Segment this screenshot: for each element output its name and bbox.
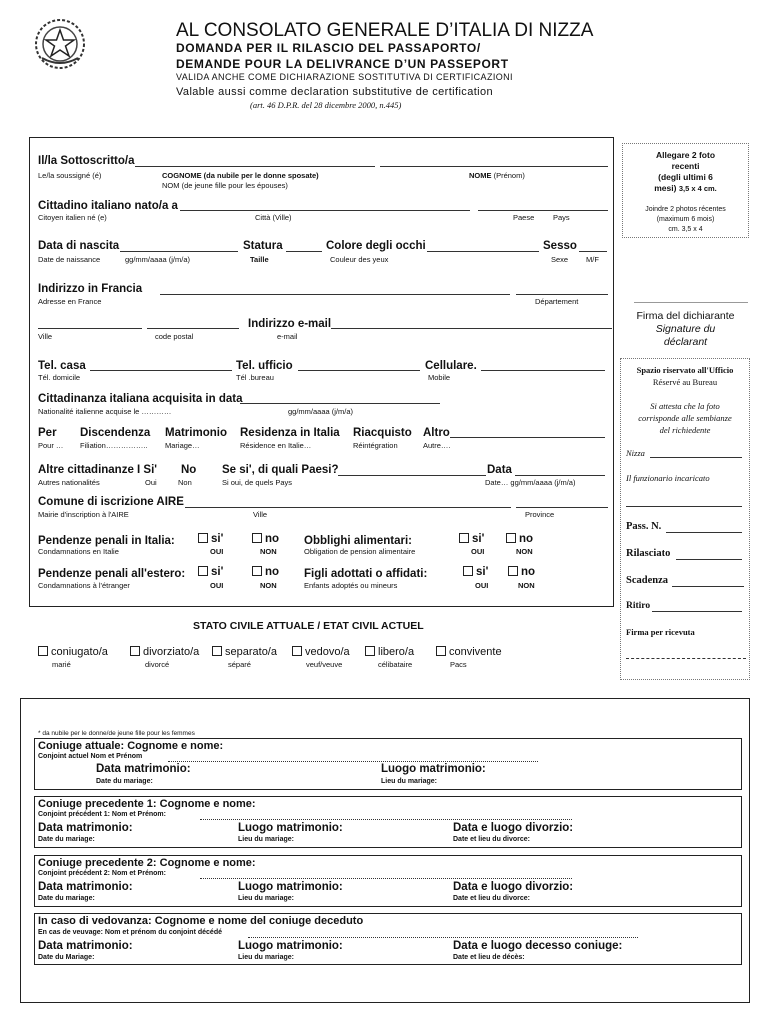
stato-label: divorziato/a [143,646,200,658]
option-altre-no[interactable]: No [181,464,197,476]
option-matrimonio[interactable]: Matrimonio [165,427,227,439]
label-oui: OUI [475,581,489,590]
label-oui: OUI [471,547,485,556]
stato-label: separato/a [225,646,277,658]
field-quali-paesi[interactable] [338,475,486,476]
checkbox-label: si' [472,533,485,545]
label-data-matrimonio: Data matrimonio: [38,881,133,893]
checkbox-label: no [521,566,536,578]
allegare-line: (degli ultimi 6 [658,172,713,182]
allegare-size: 3,5 x 4 cm. [678,184,717,193]
stato-option-convivente[interactable] [436,646,502,658]
field-rilasciato[interactable] [676,559,742,560]
label-lieu-mariage: Lieu du mariage: [238,954,295,961]
label-tel-bureau: Tél .bureau [236,373,274,382]
label-data-matrimonio: Data matrimonio: [38,822,133,834]
label-code-postal: code postal [155,332,194,341]
label-date-mariage: Date du mariage: [38,836,95,843]
label-lieu-mariage: Lieu du mariage: [381,778,438,785]
label-reintegration: Réintégration [353,441,398,450]
label-couleur: Couleur des yeux [330,255,389,264]
label-obblighi: Obblighi alimentari: [304,535,412,547]
label-date-mariage: Date du mariage: [38,895,95,902]
field-coniuge-attuale[interactable] [168,761,538,762]
label-cond-italie: Condamnations en Italie [38,547,119,556]
label-quali-paesi: Se si', di quali Paesi? [222,464,339,476]
label-paese: Paese [513,213,535,222]
label-indirizzo: Indirizzo in Francia [38,283,143,295]
option-discendenza[interactable]: Discendenza [80,427,151,439]
label-conjoint-actuel: Conjoint actuel Nom et Prénom [38,753,143,760]
label-colore: Colore degli occhi [326,240,426,252]
label-date-naissance: Date de naissance [38,255,101,264]
checkbox-figli-si[interactable] [463,566,488,578]
field-scadenza[interactable] [672,586,744,587]
label-sottoscritto: Il/la Sottoscritto/a [38,155,135,167]
label-luogo-matrimonio: Luogo matrimonio: [238,822,343,834]
attesta-line: Si attesta che la foto [650,401,720,411]
label-non: NON [516,547,533,556]
field-ville[interactable] [38,328,142,329]
label-conjoint-prec2: Conjoint précédent 2: Nom et Prénom: [38,870,166,877]
stato-label: libero/a [378,646,415,658]
stato-label-fr: divorcé [145,660,170,669]
stato-option-divorziato[interactable] [130,646,199,658]
reserve-bureau: Réservé au Bureau [652,377,718,387]
stato-option-separato[interactable] [212,646,277,658]
stato-label-fr: Pacs [450,660,467,669]
joindre-line: (maximum 6 mois) [656,216,715,223]
allegare-line: recenti [671,161,700,171]
label-tel-ufficio: Tel. ufficio [236,360,293,372]
label-divorce: Date et lieu du divorce: [453,836,531,843]
field-departement[interactable] [516,294,608,295]
label-date-mariage: Date du Mariage: [38,954,95,961]
field-funzionario[interactable] [626,506,742,507]
checkbox-label: si' [211,566,224,578]
label-luogo-matrimonio: Luogo matrimonio: [238,881,343,893]
label-adresse: Adresse en France [38,297,102,306]
subtitle-it: DOMANDA PER IL RILASCIO DEL PASSAPORTO/ [176,41,481,55]
field-code-postal[interactable] [147,328,239,329]
signature-line-1: Signature du [655,323,716,335]
label-sesso: Sesso [543,240,577,252]
field-coniuge-deceduto[interactable] [248,937,638,938]
label-cond-etranger: Condamnations à l'étranger [38,581,130,590]
label-tel-domicile: Tél. domicile [38,373,81,382]
checkbox-pendenze-estero-no[interactable] [252,566,279,578]
label-non: NON [518,581,535,590]
field-cellulare[interactable] [481,370,605,371]
label-data-matrimonio: Data matrimonio: [96,763,191,775]
joindre-photos-text [622,205,749,235]
checkbox-obblighi-no[interactable] [506,533,533,545]
stato-label: vedovo/a [305,646,350,658]
label-enfants: Enfants adoptés ou mineurs [304,581,398,590]
firma-ricevuta-label: Firma per ricevuta [626,627,695,637]
label-nome: NOME [469,171,492,180]
label-decesso: Data e luogo decesso coniuge: [453,940,623,952]
label-coniuge-prec2: Coniuge precedente 2: Cognome e nome: [38,857,256,869]
subtitle-fr: DEMANDE POUR LA DELIVRANCE D’UN PASSEPORT [176,57,509,71]
label-conjoint-prec1: Conjoint précédent 1: Nom et Prénom: [38,811,166,818]
stato-label-fr: marié [52,660,71,669]
label-soussigne: Le/la soussigné (é) [38,171,102,180]
label-residence: Résidence en Italie… [240,441,312,450]
label-email: Indirizzo e-mail [248,318,332,330]
checkbox-label: no [265,566,280,578]
label-date-mariage: Date du mariage: [96,778,153,785]
checkbox-pendenze-italia-no[interactable] [252,533,279,545]
label-mairie: Mairie d'inscription à l'AIRE [38,510,129,519]
valid-fr: Valable aussi comme declaration substitutive de certification [176,86,494,98]
label-email-fr: e-mail [277,332,298,341]
label-citoyen: Citoyen italien né (e) [38,213,107,222]
firma-line: Firma del dichiarante [636,310,735,322]
allegare-line: Allegare 2 foto [655,150,716,160]
label-departement: Département [535,297,579,306]
field-cittadinanza-data[interactable] [240,403,440,404]
checkbox-label: no [265,533,280,545]
allegare-foto-text [622,150,749,194]
page-title: AL CONSOLATO GENERALE D’ITALIA DI NIZZA [176,20,594,41]
label-mariage: Mariage… [165,441,200,450]
field-coniuge-prec2[interactable] [200,878,572,879]
label-nationalite: Nationalité italienne acquise le ………… [38,407,172,416]
label-ville: Ville [38,332,53,341]
field-citta-nascita[interactable] [180,210,470,211]
label-data: Data [487,464,512,476]
label-per: Per [38,427,57,439]
rilasciato-label: Rilasciato [626,548,671,559]
stato-option-libero[interactable] [365,646,414,658]
stato-civile-title: STATO CIVILE ATTUALE / ETAT CIVIL ACTUEL [193,620,424,632]
label-coniuge-prec1: Coniuge precedente 1: Cognome e nome: [38,798,256,810]
label-cittadino: Cittadino italiano nato/a a [38,200,178,212]
field-email[interactable] [331,328,612,329]
attesta-line: corrisponde alle sembianze [638,413,732,423]
label-cellulare: Cellulare. [425,360,477,372]
field-altro[interactable] [450,437,605,438]
checkbox-pendenze-estero-si[interactable] [198,566,223,578]
field-paese-nascita[interactable] [478,210,608,211]
label-vedovanza: In caso di vedovanza: Cognome e nome del coniuge deceduto [38,915,364,927]
checkbox-label: si' [476,566,489,578]
label-altre-cittadinanze: Altre cittadinanze I Si' [38,464,158,476]
field-ritiro[interactable] [652,611,742,612]
field-coniuge-prec1[interactable] [200,819,572,820]
label-pour: Pour … [38,441,64,450]
label-gg-cittadinanza: gg/mm/aaaa (j/m/a) [288,407,354,416]
field-nizza-data[interactable] [650,457,742,458]
label-ville-aire: Ville [253,510,268,519]
field-pass-number[interactable] [666,532,742,533]
funzionario-label: Il funzionario incaricato [626,473,710,483]
signature-line-2: déclarant [663,336,708,348]
label-non: Non [178,478,192,487]
label-non: NON [260,581,277,590]
label-oui: OUI [210,581,224,590]
attesta-line: del richiedente [659,425,711,435]
label-province: Province [525,510,555,519]
label-citta: Città (Ville) [255,213,292,222]
field-comune-aire[interactable] [185,507,511,508]
label-taille: Taille [250,255,269,264]
label-pendenze-italia: Pendenze penali in Italia: [38,535,175,547]
checkbox-figli-no[interactable] [508,566,535,578]
allegare-line: mesi) [654,183,677,193]
joindre-line: Joindre 2 photos récentes [645,206,726,213]
label-data-nascita: Data di nascita [38,240,120,252]
checkbox-label: no [519,533,534,545]
field-cognome[interactable] [135,166,375,167]
stato-label-fr: séparé [228,660,251,669]
label-autre: Autre…. [423,441,451,450]
field-tel-casa[interactable] [90,370,232,371]
label-luogo-matrimonio: Luogo matrimonio: [381,763,486,775]
label-mobile: Mobile [428,373,451,382]
label-divorce: Date et lieu du divorce: [453,895,531,902]
label-statura: Statura [243,240,283,252]
label-tel-casa: Tel. casa [38,360,86,372]
label-figli: Figli adottati o affidati: [304,568,428,580]
label-filiation: Filiation…………….. [80,441,148,450]
nubile-note: * da nubile per le donne/de jeune fille pour les femmes [38,730,195,737]
checkbox-label: si' [211,533,224,545]
field-tel-ufficio[interactable] [298,370,420,371]
label-quels-pays: Si oui, de quels Pays [222,478,293,487]
label-coniuge-attuale: Coniuge attuale: Cognome e nome: [38,740,224,752]
law-reference: (art. 46 D.P.R. del 28 dicembre 2000, n.445) [250,100,402,110]
label-divorzio: Data e luogo divorzio: [453,881,574,893]
label-obligation: Obligation de pension alimentaire [304,547,416,556]
label-prenom: (Prénom) [493,171,525,180]
label-nom: NOM (de jeune fille pour les épouses) [162,181,288,190]
label-oui: OUI [210,547,224,556]
label-oui: Oui [145,478,157,487]
attestation-text [620,400,750,436]
field-sesso[interactable] [579,251,607,252]
pass-number-label: Pass. N. [626,521,662,532]
joindre-line: cm. 3,5 x 4 [668,226,703,233]
option-altro[interactable]: Altro [423,427,450,439]
label-comune-aire: Comune di iscrizione AIRE [38,496,184,508]
field-indirizzo[interactable] [160,294,510,295]
label-date-gg: Date… gg/mm/aaaa (j/m/a) [485,478,576,487]
label-non: NON [260,547,277,556]
label-data-matrimonio: Data matrimonio: [38,940,133,952]
stato-label-fr: célibataire [378,660,413,669]
field-nome[interactable] [380,166,608,167]
field-statura[interactable] [286,251,322,252]
stato-option-vedovo[interactable] [292,646,350,658]
field-data-nascita[interactable] [120,251,238,252]
label-pendenze-estero: Pendenze penali all'estero: [38,568,186,580]
italian-republic-emblem-icon [34,18,86,70]
label-gg-nascita: gg/mm/aaaa (j/m/a) [125,255,191,264]
label-cittadinanza: Cittadinanza italiana acquisita in data [38,393,243,405]
valid-it: VALIDA ANCHE COME DICHIARAZIONE SOSTITUTIVA DI CERTIFICAZIONI [176,72,513,82]
label-mf: M/F [586,255,599,264]
label-sexe: Sexe [551,255,569,264]
ritiro-label: Ritiro [626,601,651,611]
label-luogo-matrimonio: Luogo matrimonio: [238,940,343,952]
label-veuvage: En cas de veuvage: Nom et prénom du conjoint décédé [38,929,222,936]
nizza-label: Nizza [626,448,645,458]
label-deces: Date et lieu de décès: [453,954,525,961]
stato-label: coniugato/a [51,646,108,658]
option-residenza[interactable]: Residenza in Italia [240,427,340,439]
field-province[interactable] [516,507,608,508]
checkbox-pendenze-italia-si[interactable] [198,533,223,545]
label-lieu-mariage: Lieu du mariage: [238,895,295,902]
label-lieu-mariage: Lieu du mariage: [238,836,295,843]
checkbox-obblighi-si[interactable] [459,533,484,545]
scadenza-label: Scadenza [626,575,668,586]
field-data-altre[interactable] [515,475,605,476]
stato-label-fr: veuf/veuve [306,660,343,669]
label-autres-nationalites: Autres nationalités [38,478,100,487]
spazio-riservato: Spazio riservato all'Ufficio [636,365,734,375]
signature-label [622,310,749,349]
field-firma-ricevuta[interactable] [626,658,746,659]
field-colore[interactable] [427,251,539,252]
stato-option-coniugato[interactable] [38,646,108,658]
stato-label: convivente [449,646,502,658]
signature-line[interactable] [634,302,748,303]
option-riacquisto[interactable]: Riacquisto [353,427,412,439]
label-cognome: COGNOME (da nubile per le donne sposate) [162,171,319,180]
label-divorzio: Data e luogo divorzio: [453,822,574,834]
label-pays: Pays [553,213,570,222]
